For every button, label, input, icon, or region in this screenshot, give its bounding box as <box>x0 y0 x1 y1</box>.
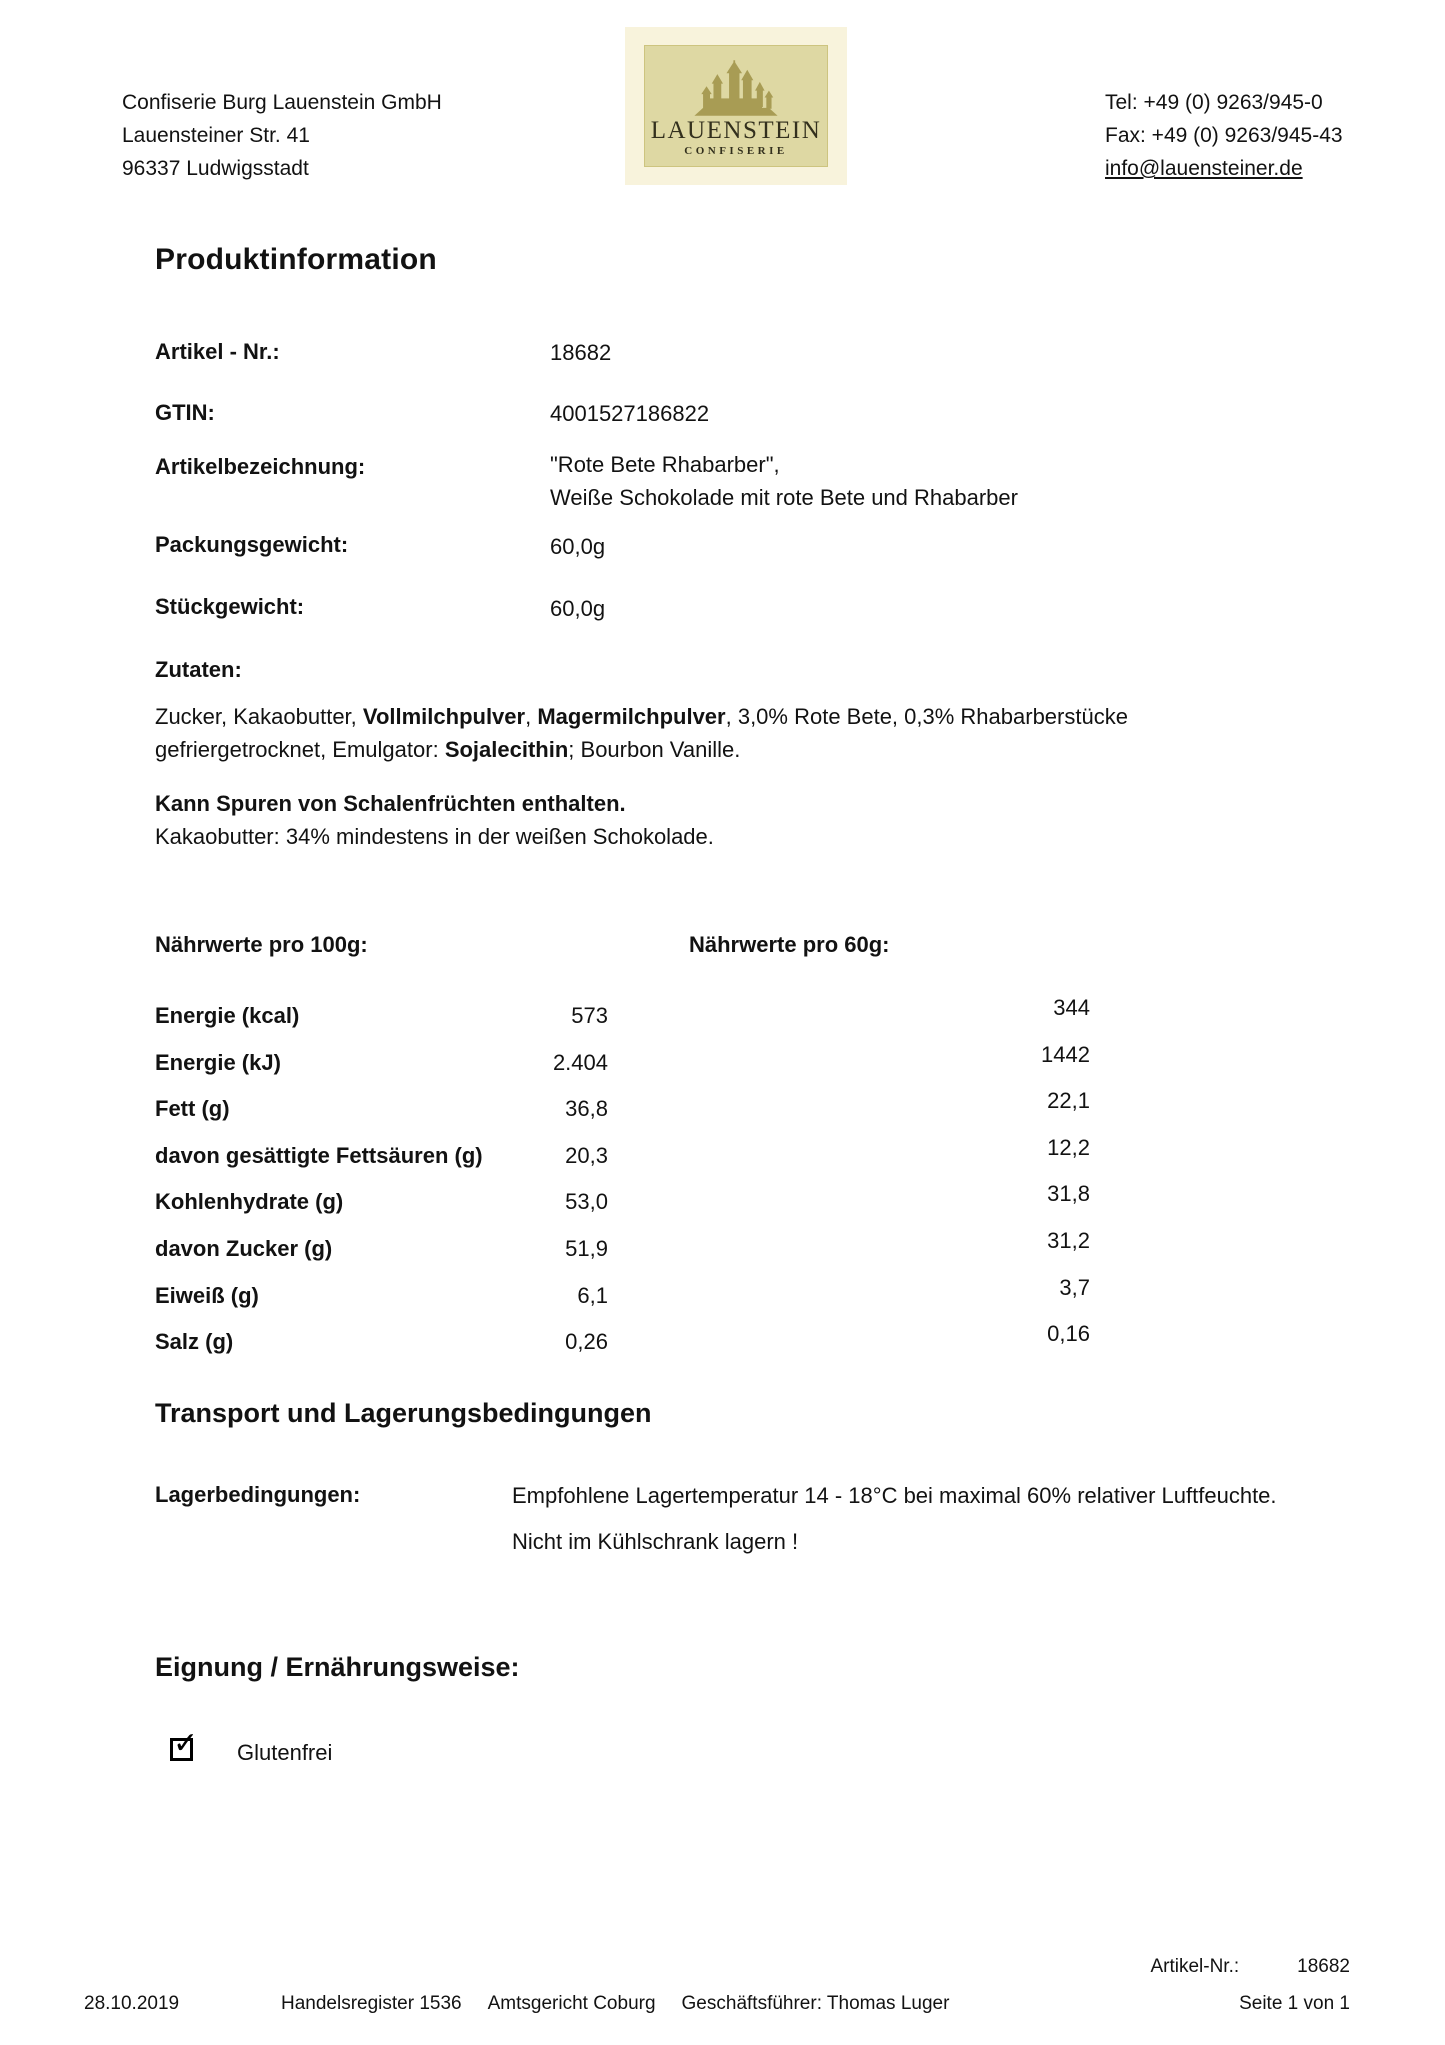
footer-article-row <box>950 1956 1350 1978</box>
contact-block <box>1105 86 1343 185</box>
logo-brand-text: LAUENSTEIN <box>650 117 822 144</box>
footer-register-line <box>281 1993 949 2015</box>
nutrition-heading-100g: Nährwerte pro 100g: <box>155 932 368 957</box>
nutrition-value-100g: 53,0 <box>565 1189 608 1214</box>
allergen-note: Kann Spuren von Schalenfrüchten enthalten. <box>155 791 626 816</box>
nutrition-value-100g: 0,26 <box>565 1329 608 1354</box>
phone-line: Tel: +49 (0) 9263/945-0 <box>1105 91 1323 114</box>
nutrition-label: Eiweiß (g) <box>155 1283 259 1308</box>
nutrition-row <box>155 1181 1090 1229</box>
nutrition-label: davon gesättigte Fettsäuren (g) <box>155 1143 483 1168</box>
nutrition-value-60g: 0,16 <box>1047 1321 1090 1346</box>
ingredient-bold: Vollmilchpulver <box>362 704 526 729</box>
nutrition-row <box>155 1321 1090 1369</box>
transport-heading: Transport und Lagerungsbedingungen <box>155 1398 652 1428</box>
cocoa-note: Kakaobutter: 34% mindestens in der weißen Schokolade. <box>155 824 714 849</box>
storage-line2: Nicht im Kühlschrank lagern ! <box>512 1529 799 1554</box>
nutrition-value-100g: 6,1 <box>577 1283 608 1308</box>
nutrition-table <box>155 995 1090 1383</box>
ingredient-text: Zucker, Kakaobutter, <box>155 704 363 729</box>
footer-page-number: Seite 1 von 1 <box>1239 1993 1350 2014</box>
product-row-value: 60,0g <box>550 596 606 621</box>
nutrition-label: Fett (g) <box>155 1096 230 1121</box>
nutrition-value-60g: 31,2 <box>1047 1228 1090 1253</box>
product-row-label: Artikel - Nr.: <box>155 339 280 364</box>
nutrition-label: Energie (kJ) <box>155 1050 281 1075</box>
article-name-line1: "Rote Bete Rhabarber", <box>550 452 780 477</box>
product-row-label: Stückgewicht: <box>155 594 305 619</box>
email-link[interactable]: info@lauensteiner.de <box>1105 157 1303 180</box>
glutenfrei-checkbox[interactable] <box>170 1726 199 1761</box>
storage-label: Lagerbedingungen: <box>155 1482 361 1507</box>
nutrition-row <box>155 1228 1090 1276</box>
fax-line: Fax: +49 (0) 9263/945-43 <box>1105 124 1343 147</box>
ingredient-bold: Sojalecithin <box>444 737 569 762</box>
nutrition-value-60g: 22,1 <box>1047 1088 1090 1113</box>
logo-subtitle-text: CONFISERIE <box>684 145 788 157</box>
logo-inner-panel <box>644 45 828 167</box>
product-row-value <box>550 448 1018 514</box>
company-street: Lauensteiner Str. 41 <box>122 124 310 147</box>
nutrition-value-60g: 1442 <box>1041 1042 1090 1067</box>
company-name: Confiserie Burg Lauenstein GmbH <box>122 91 442 114</box>
company-logo <box>625 27 847 185</box>
footer-court: Amtsgericht Coburg <box>487 1993 656 2014</box>
nutrition-value-60g: 31,8 <box>1047 1181 1090 1206</box>
ingredients-line2 <box>155 733 1265 766</box>
product-row-label: GTIN: <box>155 400 215 425</box>
ingredients-text <box>155 700 1265 766</box>
article-name-line2: Weiße Schokolade mit rote Bete und Rhabarber <box>550 485 1018 510</box>
ingredient-bold: Magermilchpulver <box>537 704 726 729</box>
nutrition-value-60g: 12,2 <box>1047 1135 1090 1160</box>
nutrition-label: Energie (kcal) <box>155 1003 300 1028</box>
ingredient-text: gefriergetrocknet, Emulgator: <box>155 737 445 762</box>
footer-article-value: 18682 <box>1297 1956 1350 1977</box>
nutrition-value-60g: 3,7 <box>1059 1275 1090 1300</box>
ingredients-line1 <box>155 700 1265 733</box>
castle-icon <box>684 60 788 116</box>
suitability-heading: Eignung / Ernährungsweise: <box>155 1652 520 1682</box>
company-address-block <box>122 86 442 185</box>
ingredient-text: , <box>525 704 538 729</box>
page-title: Produktinformation <box>155 243 437 276</box>
product-row-value: 60,0g <box>550 534 606 559</box>
nutrition-value-100g: 2.404 <box>552 1050 608 1075</box>
nutrition-label: Kohlenhydrate (g) <box>155 1189 344 1214</box>
nutrition-row <box>155 1042 1090 1090</box>
nutrition-label: Salz (g) <box>155 1329 234 1354</box>
glutenfrei-label: Glutenfrei <box>237 1740 333 1765</box>
nutrition-value-60g: 344 <box>1053 995 1090 1020</box>
nutrition-row <box>155 995 1090 1043</box>
ingredient-text: ; Bourbon Vanille. <box>568 737 741 762</box>
ingredients-heading: Zutaten: <box>155 657 242 682</box>
nutrition-label: davon Zucker (g) <box>155 1236 333 1261</box>
storage-line1: Empfohlene Lagertemperatur 14 - 18°C bei maximal 60% relativer Luftfeuchte. <box>512 1483 1277 1508</box>
product-row-value: 18682 <box>550 340 612 365</box>
nutrition-value-100g: 573 <box>571 1003 608 1028</box>
footer-date: 28.10.2019 <box>84 1993 180 2014</box>
nutrition-row <box>155 1275 1090 1323</box>
nutrition-row <box>155 1088 1090 1136</box>
product-row-label: Packungsgewicht: <box>155 532 349 557</box>
company-city: 96337 Ludwigsstadt <box>122 157 309 180</box>
product-row-label: Artikelbezeichnung: <box>155 454 366 479</box>
nutrition-value-100g: 51,9 <box>565 1236 608 1261</box>
footer-article-label: Artikel-Nr.: <box>1150 1956 1240 1977</box>
ingredient-text: , 3,0% Rote Bete, 0,3% Rhabarberstücke <box>725 704 1128 729</box>
nutrition-heading-60g: Nährwerte pro 60g: <box>689 932 890 957</box>
nutrition-value-100g: 20,3 <box>565 1143 608 1168</box>
nutrition-row <box>155 1135 1090 1183</box>
check-icon: ✓ <box>173 1726 199 1761</box>
product-row-value: 4001527186822 <box>550 401 710 426</box>
footer-register-number: Handelsregister 1536 <box>281 1993 462 2014</box>
nutrition-value-100g: 36,8 <box>565 1096 608 1121</box>
footer-managing-director: Geschäftsführer: Thomas Luger <box>681 1993 950 2014</box>
